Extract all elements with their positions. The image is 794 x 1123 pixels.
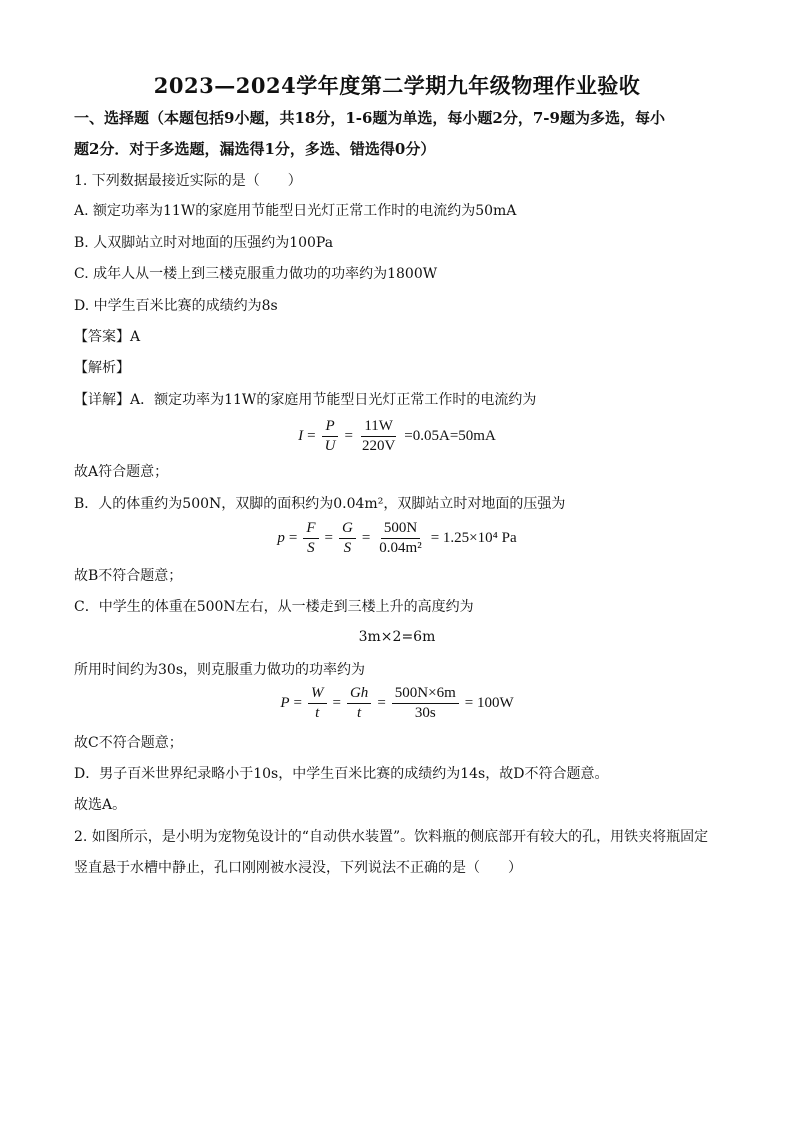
conclusion-b: 故B不符合题意； bbox=[74, 568, 183, 584]
conclusion-a: 故A符合题意； bbox=[74, 464, 169, 480]
conclusion-c: 故C不符合题意； bbox=[74, 735, 183, 751]
equation-c1: 3m×2=6m bbox=[358, 629, 436, 645]
eq-b-f1-num: F bbox=[303, 520, 318, 539]
detail-d-text: D．男子百米世界纪录略小于10s，中学生百米比赛的成绩约为14s，故D不符合题意。 bbox=[74, 766, 609, 782]
equation-a: I = $\frac{P}{U}$ = $\frac{11W}{220V}$ =0.05A=50mA bbox=[298, 418, 496, 454]
eq-c2-f2-den: t bbox=[357, 705, 362, 721]
question-1-answer: 【答案】A bbox=[74, 329, 141, 345]
equation-c2: P = $\frac{W}{t}$ = $\frac{Gh}{t}$ = $\frac{500N\times 6m}{30s}$ = 100W bbox=[280, 685, 514, 721]
eq-c2-f2-num: Gh bbox=[347, 685, 371, 704]
eq-c2-rest: = 100W bbox=[464, 695, 514, 711]
detail-c-text: C．中学生的体重在500N左右，从一楼走到三楼上升的高度约为 bbox=[74, 599, 474, 615]
eq-b-lhs: p bbox=[277, 530, 285, 546]
eq-b-f1-den: S bbox=[307, 540, 315, 556]
eq-c2-f3-num: 500N×6m bbox=[392, 685, 459, 704]
equation-b: p = $\frac{F}{S}$ = $\frac{G}{S}$ = $\frac{500N}{\text{0.04m²}}$ = 1.25×10⁴ Pa bbox=[277, 520, 517, 556]
eq-a-lhs: I bbox=[298, 428, 304, 444]
eq-b-f3-den: 0.04m² bbox=[379, 540, 422, 556]
question-1-option-a: A. 额定功率为11W的家庭用节能型日光灯正常工作时的电流约为50mA bbox=[74, 203, 517, 219]
eq-b-f3-num: 500N bbox=[381, 520, 420, 539]
question-1-option-b: B. 人双脚站立时对地面的压强约为100Pa bbox=[74, 235, 334, 251]
eq-a-rest: =0.05A=50mA bbox=[404, 428, 496, 444]
question-2-line1: 2. 如图所示，是小明为宠物兔设计的“自动供水装置”。饮料瓶的侧底部开有较大的孔，用铁夹将瓶固定 bbox=[74, 829, 709, 845]
eq-c2-f3-den: 30s bbox=[414, 705, 436, 721]
detail-c2-text: 所用时间约为30s，则克服重力做功的功率约为 bbox=[74, 662, 365, 678]
question-1-analysis-label: 【解析】 bbox=[74, 360, 130, 376]
page-title: 2023—2024学年度第二学期九年级物理作业验收 bbox=[153, 73, 641, 98]
eq-a-f2-num: 11W bbox=[361, 418, 396, 437]
eq-c2-f1-den: t bbox=[315, 705, 320, 721]
eq-b-rest: = 1.25×10⁴ Pa bbox=[430, 530, 517, 546]
question-2-line2: 竖直悬于水槽中静止，孔口刚刚被水浸没，下列说法不正确的是（ ） bbox=[74, 860, 522, 876]
section-heading-line1: 一、选择题（本题包括9小题，共18分，1-6题为单选，每小题2分，7-9题为多选，每小 bbox=[74, 109, 665, 127]
eq-b-f2-den: S bbox=[343, 540, 352, 556]
question-1-stem: 1. 下列数据最接近实际的是（ ） bbox=[74, 173, 302, 189]
section-heading-line2: 题2分．对于多选题，漏选得1分，多选、错选得0分） bbox=[74, 140, 436, 158]
eq-a-f1-num: P bbox=[322, 418, 337, 437]
eq-b-f2-num: G bbox=[339, 520, 356, 539]
final-answer: 故选A。 bbox=[74, 797, 127, 813]
question-1-option-d: D. 中学生百米比赛的成绩约为8s bbox=[74, 298, 278, 314]
eq-a-f2-den: 220V bbox=[361, 438, 396, 454]
question-1-option-c: C. 成年人从一楼上到三楼克服重力做功的功率约为1800W bbox=[74, 266, 438, 282]
eq-c2-f1-num: W bbox=[308, 685, 327, 704]
eq-a-f1-den: U bbox=[324, 438, 336, 454]
detail-b-text: B．人的体重约为500N，双脚的面积约为0.04m²，双脚站立时对地面的压强为 bbox=[74, 496, 566, 512]
eq-c2-lhs: P bbox=[280, 695, 290, 711]
detail-a-text: 【详解】A．额定功率为11W的家庭用节能型日光灯正常工作时的电流约为 bbox=[74, 392, 537, 408]
